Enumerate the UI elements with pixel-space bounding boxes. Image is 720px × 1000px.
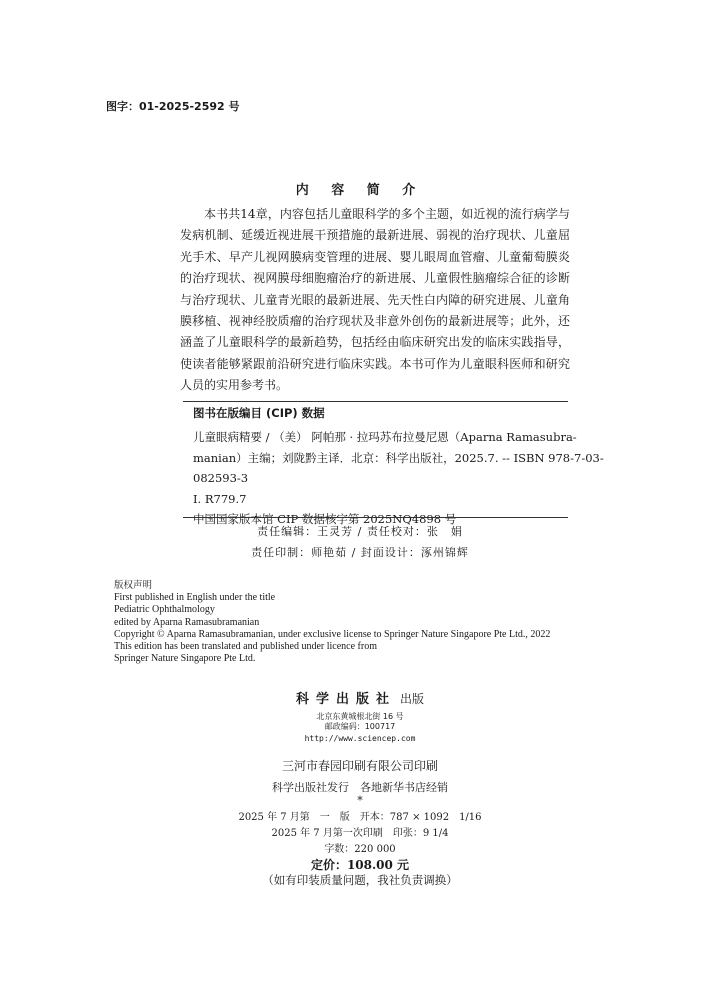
word-count: 字数：220 000 — [324, 844, 396, 855]
summary-body — [180, 204, 570, 397]
edition-line: 2025 年 7 月第一次印刷 印张：9 1/4 — [271, 828, 449, 839]
cip-heading: 图书在版编目 (CIP) 数据 — [193, 406, 325, 420]
summary-line: 使读者能够紧跟前沿研究进行临床实践。本书可作为儿童眼科医师和研究 — [180, 356, 570, 371]
cip-line: manian）主编；刘陇黔主译．北京：科学出版社，2025.7. -- ISBN 978-7-03- — [193, 450, 604, 465]
edition-info — [0, 810, 720, 858]
publisher-suffix: 出版 — [400, 692, 425, 706]
credit-line: 责任印制：师艳茹 / 封面设计：涿州锦辉 — [251, 546, 469, 559]
summary-line: 人员的实用参考书。 — [180, 378, 289, 393]
summary-line: 与治疗现状、儿童青光眼的最新进展、先天性白内障的研究进展、儿童角 — [180, 292, 570, 307]
cip-record-number: 中国国家版本馆 CIP 数据核字第 2025NQ4898 号 — [193, 512, 457, 526]
publisher-address: 北京东黄城根北街 16 号 — [316, 712, 404, 721]
summary-line: 发病机制、延缓近视进展干预措施的最新进展、弱视的治疗现状、儿童屈 — [180, 228, 570, 243]
publisher-address-block — [0, 712, 720, 732]
summary-line: 膜移植、视神经胶质瘤的治疗现状及非意外创伤的最新进展等；此外，还 — [180, 313, 570, 328]
summary-line: 的治疗现状、视网膜母细胞瘤治疗的新进展、儿童假性脑瘤综合征的诊断 — [180, 271, 570, 286]
copyright-notice — [114, 580, 550, 665]
copyright-heading: 版权声明 — [114, 580, 153, 591]
distribution-line: 科学出版社发行 各地新华书店经销 — [272, 781, 448, 794]
copyright-line: Springer Nature Singapore Pte Ltd. — [114, 653, 256, 665]
cip-classification: Ⅰ. R779.7 — [193, 491, 247, 506]
cip-top-rule — [183, 401, 568, 402]
printing-info — [0, 755, 720, 799]
copyright-line: This edition has been translated and published under licence from — [114, 641, 377, 653]
quality-note: （如有印装质量问题，我社负责调换） — [262, 873, 458, 887]
copyright-line: Copyright © Aparna Ramasubramanian, under exclusive license to Springer Nature Singapore Pte Ltd., 2022 — [114, 628, 551, 640]
printer-line: 三河市春园印刷有限公司印刷 — [281, 759, 438, 773]
publisher-postcode: 邮政编码：100717 — [324, 722, 396, 731]
publisher-website: http://www.sciencep.com — [304, 734, 416, 743]
copyright-line: edited by Aparna Ramasubramanian — [114, 616, 260, 628]
summary-line: 光手术、早产儿视网膜病变管理的进展、婴儿眼周血管瘤、儿童葡萄膜炎 — [180, 249, 570, 264]
cip-line: 儿童眼病精要 / （美） 阿帕那 · 拉玛苏布拉曼尼恩（Aparna Ramasubra- — [193, 430, 577, 444]
editorial-credits — [0, 521, 720, 563]
publisher-name: 科学出版社 — [295, 692, 396, 707]
summary-line: 本书共14章，内容包括儿童眼科学的多个主题，如近视的流行病学与 — [204, 207, 570, 221]
summary-line: 涵盖了儿童眼科学的最新趋势，包括经由临床研究出发的临床实践指导， — [180, 335, 570, 350]
copyright-line: Pediatric Ophthalmology — [114, 604, 215, 616]
edition-line: 2025 年 7 月第 一 版 开本：787 × 1092 1/16 — [238, 812, 482, 823]
summary-heading: 内 容 简 介 — [295, 183, 425, 198]
permit-number: 图字：01-2025-2592 号 — [106, 100, 240, 113]
separator-star: * — [357, 794, 363, 807]
cip-line: 082593-3 — [193, 471, 249, 485]
publisher-line — [0, 688, 720, 707]
cip-bottom-rule — [183, 517, 568, 518]
credit-line: 责任编辑：王灵芳 / 责任校对：张 娟 — [257, 525, 463, 538]
copyright-line: First published in English under the title — [114, 592, 276, 604]
cip-block — [193, 427, 604, 530]
price: 定价：108.00 元 — [310, 858, 410, 872]
